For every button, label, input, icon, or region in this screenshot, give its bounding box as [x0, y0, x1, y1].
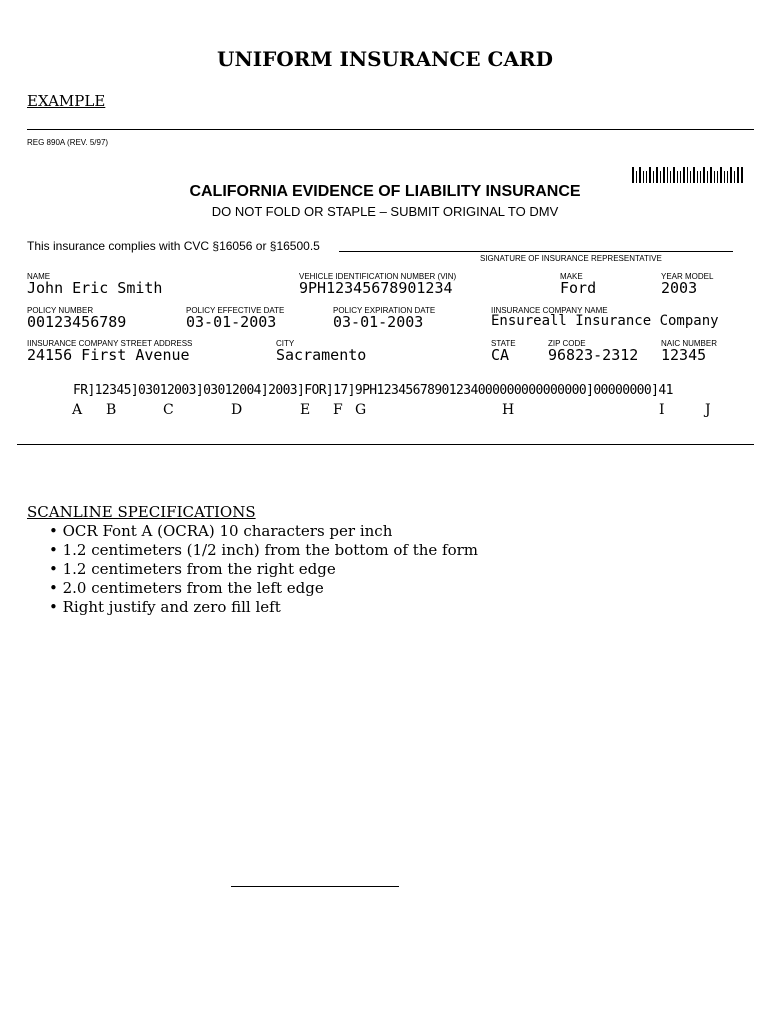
city-value: Sacramento — [276, 346, 367, 364]
scan-letter-e: E — [300, 402, 311, 418]
spec-item: • 2.0 centimeters from the left edge — [49, 579, 324, 597]
company-name-label: IINSURANCE COMPANY NAME — [491, 306, 608, 315]
policy-number-label: POLICY NUMBER — [27, 306, 94, 315]
ocr-scanline: FR]12345]03012003]03012004]2003]FOR]17]9PH12345678901234000000000000000]00000000]41 — [73, 383, 673, 398]
spec-item: • Right justify and zero fill left — [49, 598, 281, 616]
spec-item-text: 1.2 centimeters from the right edge — [62, 560, 336, 578]
scan-letter-a: A — [72, 402, 83, 418]
effective-date-label: POLICY EFFECTIVE DATE — [186, 306, 285, 315]
policy-number-value: 00123456789 — [27, 313, 127, 331]
example-label: EXAMPLE — [27, 92, 106, 110]
make-label: MAKE — [560, 272, 583, 281]
scan-letter-h: H — [502, 402, 515, 418]
spec-item: • 1.2 centimeters (1/2 inch) from the bottom of the form — [49, 541, 479, 559]
compliance-text: This insurance complies with CVC §16056 or §16500.5 — [27, 239, 320, 253]
spec-item-text: 1.2 centimeters (1/2 inch) from the bottom of the form — [62, 541, 479, 559]
expiration-date-label: POLICY EXPIRATION DATE — [333, 306, 436, 315]
signature-line[interactable] — [339, 251, 733, 252]
scan-letter-f: F — [333, 402, 343, 418]
street-address-value: 24156 First Avenue — [27, 346, 190, 364]
spec-item: • 1.2 centimeters from the right edge — [49, 560, 336, 578]
naic-label: NAIC NUMBER — [661, 339, 718, 348]
spec-item: • OCR Font A (OCRA) 10 characters per inch — [49, 522, 393, 540]
scan-letter-b: B — [106, 402, 117, 418]
spec-item-text: OCR Font A (OCRA) 10 characters per inch — [62, 522, 393, 540]
scan-letter-d: D — [231, 402, 243, 418]
city-label: CITY — [276, 339, 295, 348]
scan-letter-i: I — [659, 402, 665, 418]
name-value: John Eric Smith — [27, 279, 163, 297]
expiration-date-value: 03-01-2003 — [333, 313, 424, 331]
bottom-divider — [17, 444, 754, 445]
name-label: NAME — [27, 272, 51, 281]
vin-value: 9PH12345678901234 — [299, 279, 453, 297]
zip-label: ZIP CODE — [548, 339, 586, 348]
document-title: UNIFORM INSURANCE CARD — [217, 47, 553, 71]
scan-letter-g: G — [355, 402, 367, 418]
year-value: 2003 — [661, 279, 698, 297]
naic-value: 12345 — [661, 346, 707, 364]
state-label: STATE — [491, 339, 516, 348]
company-name-value: Ensureall Insurance Company — [491, 313, 719, 329]
top-divider — [27, 129, 754, 130]
barcode-icon — [632, 167, 744, 183]
state-value: CA — [491, 346, 510, 364]
specs-title: SCANLINE SPECIFICATIONS — [27, 503, 256, 521]
form-number: REG 890A (REV. 5/97) — [27, 138, 109, 147]
scan-letter-c: C — [163, 402, 174, 418]
spec-item-text: Right justify and zero fill left — [62, 598, 281, 616]
card-subheading: DO NOT FOLD OR STAPLE – SUBMIT ORIGINAL TO DMV — [211, 204, 559, 219]
footer-rule — [231, 886, 399, 887]
year-label: YEAR MODEL — [661, 272, 714, 281]
signature-label: SIGNATURE OF INSURANCE REPRESENTATIVE — [480, 254, 662, 263]
vin-label: VEHICLE IDENTIFICATION NUMBER (VIN) — [299, 272, 457, 281]
spec-item-text: 2.0 centimeters from the left edge — [62, 579, 324, 597]
card-heading: CALIFORNIA EVIDENCE OF LIABILITY INSURANCE — [189, 183, 581, 200]
zip-value: 96823-2312 — [548, 346, 639, 364]
street-address-label: IINSURANCE COMPANY STREET ADDRESS — [27, 339, 193, 348]
make-value: Ford — [560, 279, 597, 297]
scan-letter-j: J — [705, 402, 711, 418]
effective-date-value: 03-01-2003 — [186, 313, 277, 331]
